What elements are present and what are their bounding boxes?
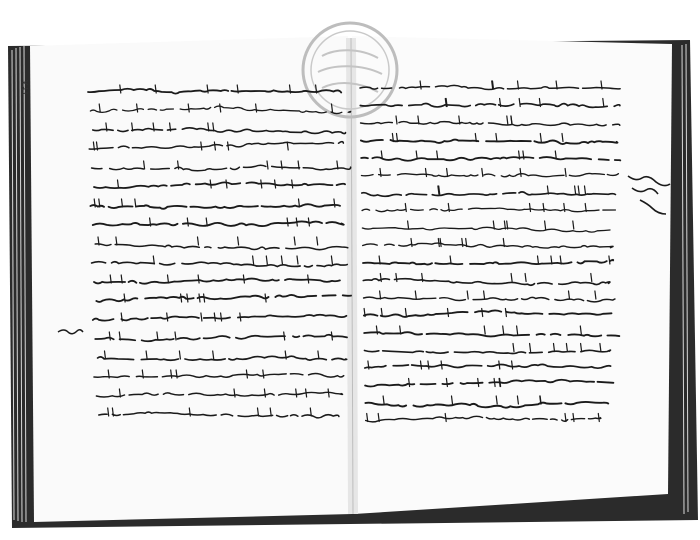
right-page (352, 36, 672, 514)
page-number: ١٢٨ (20, 79, 31, 96)
